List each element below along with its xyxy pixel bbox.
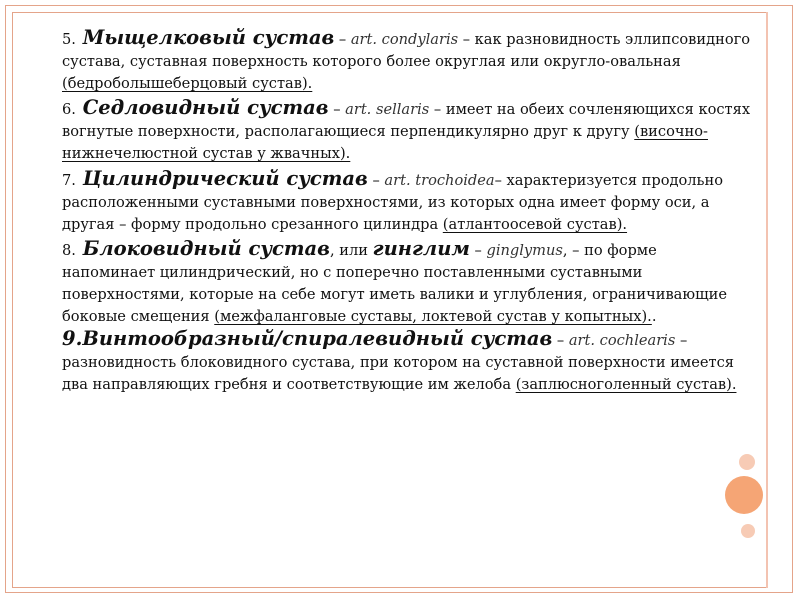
example-link[interactable]: (атлантоосевой сустав).	[442, 215, 628, 233]
description-text: – характеризуется продольно расположенными суставными поверхностями, из которых одна имеет форму оси, а другая – форму продольно срезанного цилиндра	[62, 171, 724, 233]
example-link[interactable]: (заплюсноголенный сустав).	[515, 376, 737, 394]
item-number: 6.	[62, 101, 76, 119]
latin-term: art. cochlearis	[568, 332, 676, 350]
tail-text: .	[651, 308, 657, 326]
dash: –	[552, 332, 569, 350]
description-text: – имеет на обеих сочленяющихся костях вогнутые поверхности, располагающиеся перпендикулярно друг к другу	[62, 101, 751, 141]
joint-title: 9.Винтообразный/спиралевидный сустав	[62, 327, 553, 351]
description-text: – разновидность блоковидного сустава, при котором на суставной поверхности имеется два направляющих гребня и соответствующие им желоба	[62, 332, 735, 394]
example-link[interactable]: (бедроболышеберцовый сустав).	[62, 75, 313, 93]
description-text: , – по форме напоминает цилиндрический, но с поперечно поставленными суставными поверхностями, которые на себе могут иметь валики и углубления, ограничивающие боковые смещения	[62, 241, 727, 326]
item-number: 5.	[62, 31, 76, 48]
dash: –	[469, 241, 487, 259]
slide-content	[62, 27, 752, 399]
paragraph-block-joint	[62, 238, 752, 397]
latin-term: art. sellaris	[345, 101, 430, 119]
latin-term: art. condylaris	[350, 31, 459, 48]
connector-text: , или	[329, 241, 373, 259]
dash: –	[334, 31, 351, 48]
description-text: – как разновидность эллипсовидного сустава, суставная поверхность которого более округлая или округло-овальная	[62, 31, 751, 71]
joint-title-alt: гинглим	[372, 236, 470, 260]
latin-term: art. trochoidea	[384, 171, 495, 189]
joint-title: Блоковидный сустав	[82, 236, 330, 260]
joint-title: Мыщелковый сустав	[82, 26, 335, 49]
joint-title: Седловидный сустав	[82, 96, 329, 120]
example-link[interactable]: (межфаланговые суставы, локтевой сустав у копытных).	[214, 308, 652, 326]
item-number: 8.	[62, 241, 76, 259]
dash: –	[367, 171, 385, 189]
paragraph-condylar-joint	[62, 27, 752, 95]
paragraph-cylindrical-joint	[62, 168, 752, 236]
joint-title: Цилиндрический сустав	[82, 166, 368, 190]
latin-term: ginglymus	[486, 241, 563, 259]
decor-circle-small-top	[739, 454, 755, 470]
paragraph-saddle-joint	[62, 97, 752, 165]
example-link[interactable]: (височно-нижнечелюстной сустав у жвачных).	[62, 123, 708, 163]
decor-circle-small-bottom	[741, 524, 755, 538]
decor-circle-large	[725, 476, 763, 514]
item-number: 7.	[62, 171, 76, 189]
slide-side-band	[766, 12, 768, 588]
dash: –	[328, 101, 346, 119]
